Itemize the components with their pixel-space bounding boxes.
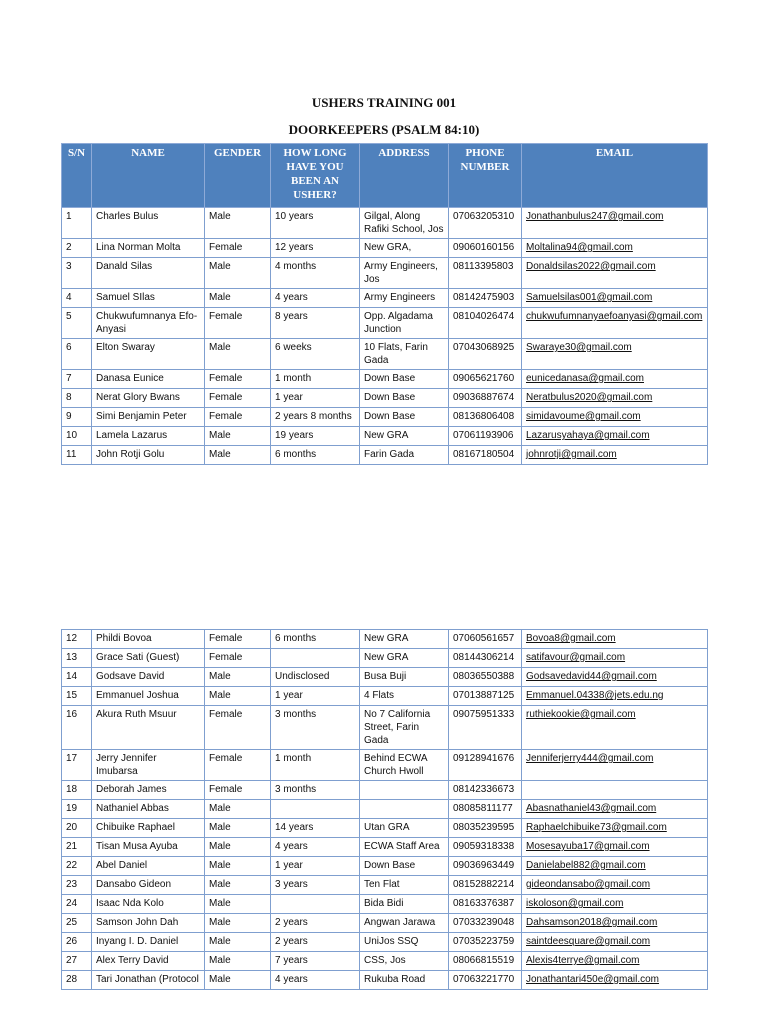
phone-cell: 08136806408 [449,408,522,427]
name-cell: Samuel SIlas [92,289,205,308]
name-cell: Inyang I. D. Daniel [92,933,205,952]
email-cell[interactable] [522,781,708,800]
sn-cell: 17 [62,750,92,781]
table-row [62,952,708,971]
duration-cell [271,895,360,914]
duration-cell [271,800,360,819]
table-row [62,370,708,389]
phone-cell: 08066815519 [449,952,522,971]
address-cell: No 7 California Street, Farin Gada [360,706,449,750]
address-cell: Opp. Algadama Junction [360,308,449,339]
name-cell: Tisan Musa Ayuba [92,838,205,857]
duration-cell: 4 years [271,971,360,990]
ushers-table-page-2 [61,629,708,990]
gender-cell: Female [205,750,271,781]
phone-cell: 07035223759 [449,933,522,952]
table-row [62,933,708,952]
gender-cell: Male [205,258,271,289]
duration-cell: 10 years [271,208,360,239]
sn-cell: 15 [62,687,92,706]
email-cell[interactable]: Godsavedavid44@gmail.com [522,668,708,687]
sn-cell: 9 [62,408,92,427]
name-cell: Abel Daniel [92,857,205,876]
gender-cell: Male [205,687,271,706]
gender-cell: Male [205,914,271,933]
gender-cell: Male [205,895,271,914]
table-row [62,208,708,239]
name-cell: Isaac Nda Kolo [92,895,205,914]
email-cell[interactable]: Abasnathaniel43@gmail.com [522,800,708,819]
email-cell[interactable]: Emmanuel.04338@jets.edu.ng [522,687,708,706]
duration-cell: 7 years [271,952,360,971]
gender-cell: Female [205,239,271,258]
email-cell[interactable]: Bovoa8@gmail.com [522,630,708,649]
sn-cell: 22 [62,857,92,876]
address-cell: Army Engineers, Jos [360,258,449,289]
duration-cell: 8 years [271,308,360,339]
name-cell: Chukwufumnanya Efo-Anyasi [92,308,205,339]
duration-cell: 1 month [271,370,360,389]
table-row [62,289,708,308]
email-cell[interactable]: eunicedanasa@gmail.com [522,370,708,389]
table-row [62,800,708,819]
sn-cell: 28 [62,971,92,990]
email-cell[interactable]: Swaraye30@gmail.com [522,339,708,370]
sn-cell: 6 [62,339,92,370]
address-cell: Rukuba Road [360,971,449,990]
gender-cell: Male [205,208,271,239]
phone-cell: 07013887125 [449,687,522,706]
phone-cell: 07060561657 [449,630,522,649]
header-email: EMAIL [522,144,708,208]
address-cell: Bida Bidi [360,895,449,914]
address-cell: Down Base [360,408,449,427]
table-row [62,838,708,857]
phone-cell: 08142475903 [449,289,522,308]
phone-cell: 09036887674 [449,389,522,408]
phone-cell: 07061193906 [449,427,522,446]
address-cell: Gilgal, Along Rafiki School, Jos [360,208,449,239]
duration-cell: 2 years [271,914,360,933]
email-cell[interactable]: Danielabel882@gmail.com [522,857,708,876]
sn-cell: 18 [62,781,92,800]
email-cell[interactable]: satifavour@gmail.com [522,649,708,668]
address-cell: New GRA [360,649,449,668]
duration-cell: 6 months [271,630,360,649]
phone-cell: 07063205310 [449,208,522,239]
duration-cell: 2 years [271,933,360,952]
email-cell[interactable]: Jenniferjerry444@gmail.com [522,750,708,781]
name-cell: Dansabo Gideon [92,876,205,895]
sn-cell: 27 [62,952,92,971]
table-header-row [62,144,708,208]
table-row [62,408,708,427]
phone-cell: 09059318338 [449,838,522,857]
name-cell: John Rotji Golu [92,446,205,465]
duration-cell: 4 years [271,289,360,308]
phone-cell: 08104026474 [449,308,522,339]
email-cell[interactable]: Mosesayuba17@gmail.com [522,838,708,857]
sn-cell: 19 [62,800,92,819]
table-row [62,687,708,706]
duration-cell: 12 years [271,239,360,258]
email-cell[interactable]: Jonathantari450e@gmail.com [522,971,708,990]
table-row [62,339,708,370]
table-row [62,427,708,446]
header-address: ADDRESS [360,144,449,208]
gender-cell: Male [205,952,271,971]
phone-cell: 09128941676 [449,750,522,781]
sn-cell: 12 [62,630,92,649]
table-row [62,971,708,990]
table-row [62,706,708,750]
email-cell[interactable]: Dahsamson2018@gmail.com [522,914,708,933]
gender-cell: Male [205,857,271,876]
gender-cell: Female [205,781,271,800]
name-cell: Emmanuel Joshua [92,687,205,706]
email-cell[interactable]: gideondansabo@gmail.com [522,876,708,895]
address-cell: Farin Gada [360,446,449,465]
phone-cell: 09065621760 [449,370,522,389]
duration-cell [271,649,360,668]
table-row [62,630,708,649]
gender-cell: Female [205,389,271,408]
sn-cell: 21 [62,838,92,857]
duration-cell: 14 years [271,819,360,838]
document-subtitle: DOORKEEPERS (PSALM 84:10) [288,122,480,137]
sn-cell: 5 [62,308,92,339]
phone-cell: 08142336673 [449,781,522,800]
gender-cell: Male [205,800,271,819]
phone-cell: 08113395803 [449,258,522,289]
sn-cell: 11 [62,446,92,465]
duration-cell: 1 year [271,857,360,876]
name-cell: Danald Silas [92,258,205,289]
name-cell: Elton Swaray [92,339,205,370]
duration-cell: Undisclosed [271,668,360,687]
duration-cell: 1 month [271,750,360,781]
header-how-long: HOW LONG HAVE YOU BEEN AN USHER? [271,144,360,208]
sn-cell: 24 [62,895,92,914]
address-cell: 4 Flats [360,687,449,706]
duration-cell: 2 years 8 months [271,408,360,427]
name-cell: Simi Benjamin Peter [92,408,205,427]
email-cell[interactable]: simidavoume@gmail.com [522,408,708,427]
email-cell[interactable]: iskoloson@gmail.com [522,895,708,914]
sn-cell: 26 [62,933,92,952]
table-row [62,876,708,895]
sn-cell: 4 [62,289,92,308]
email-cell[interactable]: Raphaelchibuike73@gmail.com [522,819,708,838]
email-cell[interactable]: ruthiekookie@gmail.com [522,706,708,750]
name-cell: Lina Norman Molta [92,239,205,258]
address-cell: Angwan Jarawa [360,914,449,933]
table-row [62,895,708,914]
table-row [62,446,708,465]
sn-cell: 16 [62,706,92,750]
document-title: USHERS TRAINING 001 [311,95,457,110]
email-cell[interactable]: Moltalina94@gmail.com [522,239,708,258]
name-cell: Phildi Bovoa [92,630,205,649]
gender-cell: Female [205,649,271,668]
sn-cell: 2 [62,239,92,258]
gender-cell: Female [205,630,271,649]
gender-cell: Female [205,308,271,339]
name-cell: Charles Bulus [92,208,205,239]
sn-cell: 14 [62,668,92,687]
address-cell: Behind ECWA Church Hwoll [360,750,449,781]
sn-cell: 1 [62,208,92,239]
duration-cell: 1 year [271,389,360,408]
address-cell: New GRA, [360,239,449,258]
gender-cell: Male [205,838,271,857]
table-row [62,389,708,408]
email-cell[interactable]: Jonathanbulus247@gmail.com [522,208,708,239]
email-cell[interactable]: chukwufumnanyaefoanyasi@gmail.com [522,308,708,339]
gender-cell: Male [205,289,271,308]
address-cell: Ten Flat [360,876,449,895]
address-cell: CSS, Jos [360,952,449,971]
name-cell: Godsave David [92,668,205,687]
header-phone: PHONE NUMBER [449,144,522,208]
name-cell: Nerat Glory Bwans [92,389,205,408]
phone-cell: 09060160156 [449,239,522,258]
gender-cell: Male [205,876,271,895]
gender-cell: Male [205,971,271,990]
email-cell[interactable]: Alexis4terrye@gmail.com [522,952,708,971]
name-cell: Jerry Jennifer Imubarsa [92,750,205,781]
address-cell: New GRA [360,630,449,649]
sn-cell: 3 [62,258,92,289]
name-cell: Samson John Dah [92,914,205,933]
duration-cell: 3 years [271,876,360,895]
table-row [62,781,708,800]
sn-cell: 25 [62,914,92,933]
phone-cell: 07033239048 [449,914,522,933]
email-cell[interactable]: johnrotji@gmail.com [522,446,708,465]
duration-cell: 4 years [271,838,360,857]
table-row [62,750,708,781]
table-row [62,819,708,838]
phone-cell: 08163376387 [449,895,522,914]
address-cell: Army Engineers [360,289,449,308]
address-cell: Busa Buji [360,668,449,687]
duration-cell: 3 months [271,706,360,750]
phone-cell: 08035239595 [449,819,522,838]
table-row [62,649,708,668]
sn-cell: 20 [62,819,92,838]
address-cell: Utan GRA [360,819,449,838]
name-cell: Danasa Eunice [92,370,205,389]
name-cell: Akura Ruth Msuur [92,706,205,750]
address-cell: UniJos SSQ [360,933,449,952]
gender-cell: Male [205,819,271,838]
address-cell: Down Base [360,857,449,876]
sn-cell: 10 [62,427,92,446]
phone-cell: 07063221770 [449,971,522,990]
email-cell[interactable]: Donaldsilas2022@gmail.com [522,258,708,289]
gender-cell: Female [205,408,271,427]
address-cell [360,781,449,800]
gender-cell: Male [205,427,271,446]
duration-cell: 1 year [271,687,360,706]
address-cell: New GRA [360,427,449,446]
address-cell [360,800,449,819]
duration-cell: 3 months [271,781,360,800]
name-cell: Nathaniel Abbas [92,800,205,819]
name-cell: Alex Terry David [92,952,205,971]
ushers-table-page-1 [61,143,708,465]
address-cell: Down Base [360,370,449,389]
table-row [62,668,708,687]
address-cell: Down Base [360,389,449,408]
table-body-page-2 [62,630,708,990]
gender-cell: Male [205,933,271,952]
duration-cell: 6 weeks [271,339,360,370]
email-cell[interactable]: Samuelsilas001@gmail.com [522,289,708,308]
sn-cell: 23 [62,876,92,895]
sn-cell: 7 [62,370,92,389]
header-name: NAME [92,144,205,208]
email-cell[interactable]: Neratbulus2020@gmail.com [522,389,708,408]
gender-cell: Male [205,446,271,465]
duration-cell: 6 months [271,446,360,465]
table-body-page-1 [62,208,708,465]
phone-cell: 08036550388 [449,668,522,687]
email-cell[interactable]: saintdeesquare@gmail.com [522,933,708,952]
sn-cell: 8 [62,389,92,408]
address-cell: 10 Flats, Farin Gada [360,339,449,370]
name-cell: Chibuike Raphael [92,819,205,838]
gender-cell: Male [205,668,271,687]
table-row [62,308,708,339]
email-cell[interactable]: Lazarusyahaya@gmail.com [522,427,708,446]
phone-cell: 09036963449 [449,857,522,876]
table-row [62,258,708,289]
gender-cell: Female [205,370,271,389]
phone-cell: 08152882214 [449,876,522,895]
table-row [62,914,708,933]
duration-cell: 19 years [271,427,360,446]
gender-cell: Female [205,706,271,750]
duration-cell: 4 months [271,258,360,289]
phone-cell: 08167180504 [449,446,522,465]
gender-cell: Male [205,339,271,370]
phone-cell: 08085811177 [449,800,522,819]
phone-cell: 08144306214 [449,649,522,668]
phone-cell: 09075951333 [449,706,522,750]
phone-cell: 07043068925 [449,339,522,370]
table-row [62,239,708,258]
address-cell: ECWA Staff Area [360,838,449,857]
name-cell: Grace Sati (Guest) [92,649,205,668]
name-cell: Deborah James [92,781,205,800]
table-row [62,857,708,876]
name-cell: Lamela Lazarus [92,427,205,446]
name-cell: Tari Jonathan (Protocol [92,971,205,990]
header-gender: GENDER [205,144,271,208]
sn-cell: 13 [62,649,92,668]
header-sn: S/N [62,144,92,208]
